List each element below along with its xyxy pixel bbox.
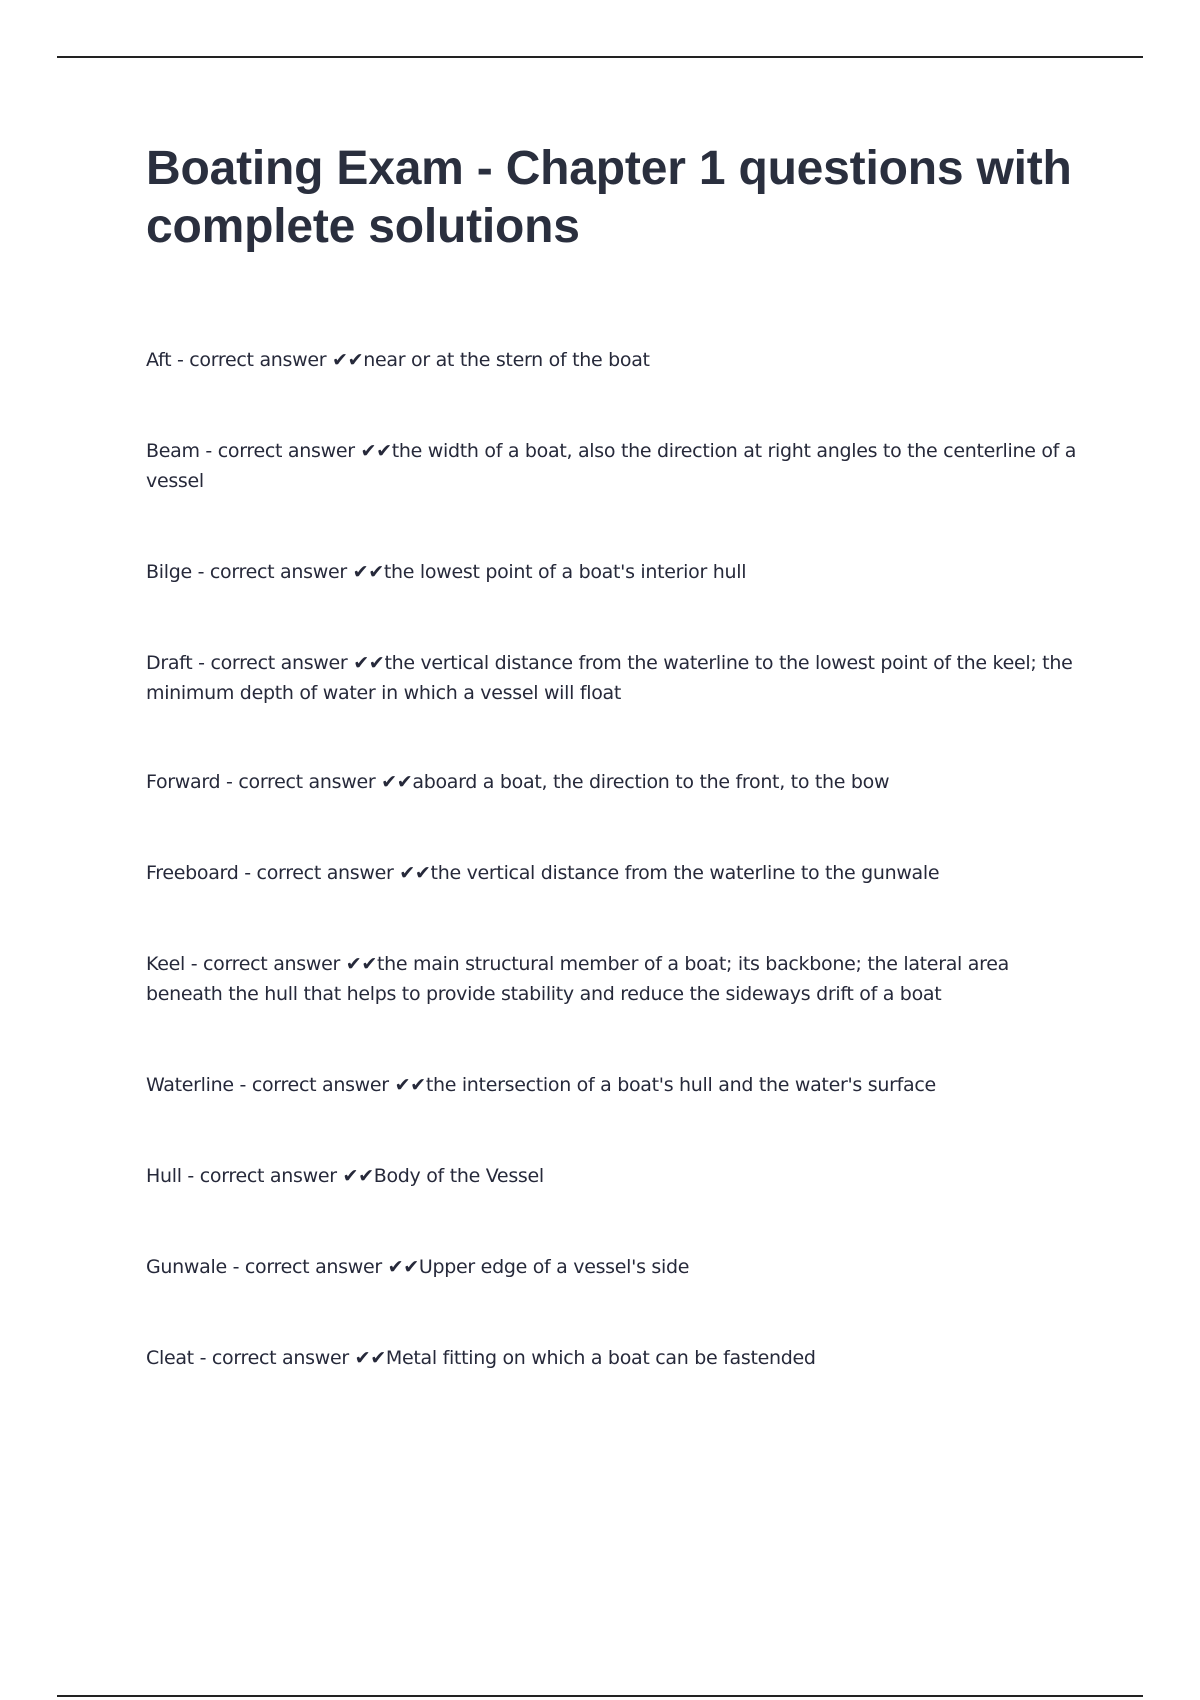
- term: Bilge: [146, 561, 192, 583]
- qa-entry-forward: Forward - correct answer ✔✔aboard a boat, the direction to the front, to the bow: [146, 771, 890, 793]
- term: Cleat: [146, 1347, 194, 1369]
- top-divider: [57, 56, 1143, 58]
- definition: Upper edge of a vessel's side: [418, 1256, 690, 1278]
- answer-marker: correct answer: [211, 1347, 349, 1369]
- document-title: Boating Exam - Chapter 1 questions with complete solutions: [146, 142, 1072, 253]
- answer-marker: correct answer: [209, 561, 347, 583]
- term: Aft: [146, 349, 172, 371]
- definition: the lowest point of a boat's interior hull: [383, 561, 747, 583]
- qa-entry-cleat: Cleat - correct answer ✔✔Metal fitting on which a boat can be fastended: [146, 1347, 816, 1369]
- check-marks-icon: ✔✔: [332, 349, 364, 371]
- qa-entry-keel: Keel - correct answer ✔✔the main structural member of a boat; its backbone; the lateral area beneath the hull that helps to provide stability and reduce the sideways drift of a boat: [146, 953, 1009, 1005]
- check-marks-icon: ✔✔: [387, 1256, 419, 1278]
- term: Gunwale: [146, 1256, 227, 1278]
- answer-marker: correct answer: [199, 1165, 337, 1187]
- answer-marker: correct answer: [251, 1074, 389, 1096]
- definition: the width of a boat, also the direction at right angles to the centerline of a vessel: [146, 440, 1077, 492]
- definition: Body of the Vessel: [373, 1165, 544, 1187]
- term: Freeboard: [146, 862, 239, 884]
- answer-marker: correct answer: [189, 349, 327, 371]
- term: Keel: [146, 953, 185, 975]
- answer-marker: correct answer: [217, 440, 355, 462]
- check-marks-icon: ✔✔: [399, 862, 431, 884]
- qa-entry-freeboard: Freeboard - correct answer ✔✔the vertical distance from the waterline to the gunwale: [146, 862, 940, 884]
- definition: the vertical distance from the waterline to the gunwale: [430, 862, 940, 884]
- check-marks-icon: ✔✔: [360, 440, 392, 462]
- definition: the vertical distance from the waterline to the lowest point of the keel; the minimum depth of water in which a vessel will float: [146, 652, 1073, 704]
- qa-entry-hull: Hull - correct answer ✔✔Body of the Vessel: [146, 1165, 544, 1187]
- definition: aboard a boat, the direction to the front, to the bow: [412, 771, 890, 793]
- qa-entry-draft: Draft - correct answer ✔✔the vertical distance from the waterline to the lowest point of the keel; the minimum depth of water in which a vessel will float: [146, 652, 1073, 704]
- qa-entry-bilge: Bilge - correct answer ✔✔the lowest point of a boat's interior hull: [146, 561, 747, 583]
- check-marks-icon: ✔✔: [354, 1347, 386, 1369]
- check-marks-icon: ✔✔: [381, 771, 413, 793]
- definition: the intersection of a boat's hull and the water's surface: [425, 1074, 936, 1096]
- qa-entry-gunwale: Gunwale - correct answer ✔✔Upper edge of a vessel's side: [146, 1256, 690, 1278]
- answer-marker: correct answer: [203, 953, 341, 975]
- check-marks-icon: ✔✔: [394, 1074, 426, 1096]
- term: Waterline: [146, 1074, 234, 1096]
- qa-entry-beam: Beam - correct answer ✔✔the width of a boat, also the direction at right angles to the centerline of a vessel: [146, 440, 1077, 492]
- check-marks-icon: ✔✔: [342, 1165, 374, 1187]
- term: Hull: [146, 1165, 182, 1187]
- definition: the main structural member of a boat; its backbone; the lateral area beneath the hull that helps to provide stability and reduce the sideways drift of a boat: [146, 953, 1009, 1005]
- term: Draft: [146, 652, 193, 674]
- term: Beam: [146, 440, 200, 462]
- check-marks-icon: ✔✔: [353, 652, 385, 674]
- bottom-divider: [57, 1695, 1143, 1697]
- answer-marker: correct answer: [238, 771, 376, 793]
- term: Forward: [146, 771, 221, 793]
- check-marks-icon: ✔✔: [352, 561, 384, 583]
- answer-marker: correct answer: [210, 652, 348, 674]
- definition: near or at the stern of the boat: [363, 349, 650, 371]
- check-marks-icon: ✔✔: [345, 953, 378, 975]
- answer-marker: correct answer: [256, 862, 394, 884]
- definition: Metal fitting on which a boat can be fastended: [385, 1347, 816, 1369]
- qa-entry-waterline: Waterline - correct answer ✔✔the intersection of a boat's hull and the water's surface: [146, 1074, 936, 1096]
- answer-marker: correct answer: [244, 1256, 382, 1278]
- qa-entry-aft: Aft - correct answer ✔✔near or at the stern of the boat: [146, 349, 650, 371]
